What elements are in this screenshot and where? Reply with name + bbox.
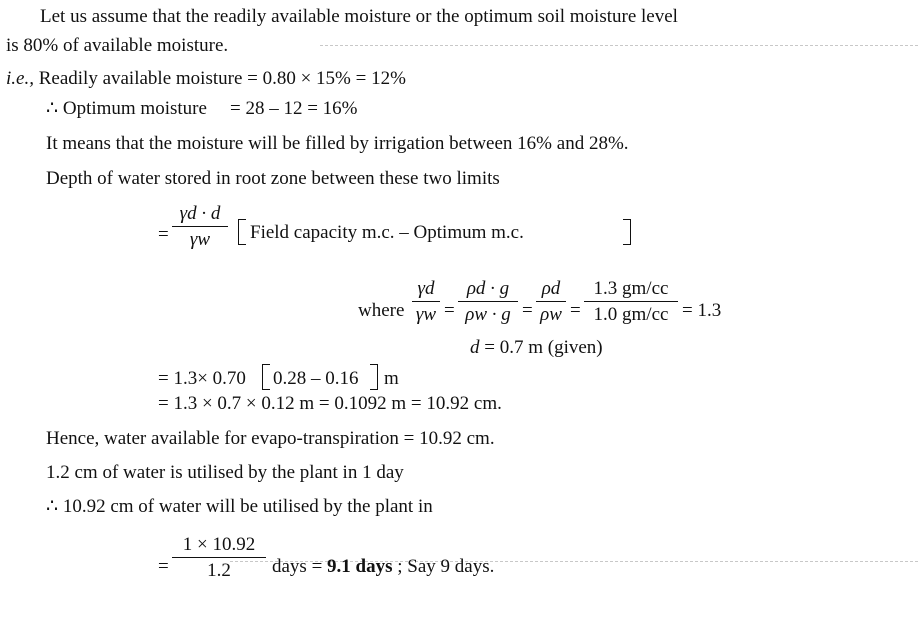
therefore-symbol: ∴	[46, 98, 59, 119]
fraction-bar	[172, 557, 266, 558]
fraction-denominator: γw	[189, 229, 211, 250]
fraction-denominator: 1.0 gm/cc	[593, 304, 669, 325]
fraction-gamma-d	[172, 204, 228, 250]
bracket-text: Field capacity m.c. – Optimum m.c.	[250, 222, 524, 243]
paragraph-line: ∴ 10.92 cm of water will be utilised by the plant in	[46, 496, 433, 517]
equals-sign: =	[522, 300, 533, 321]
calc2-line: = 1.3 × 0.7 × 0.12 m = 0.1092 m = 10.92 cm.	[158, 393, 502, 414]
fraction-final	[172, 535, 266, 581]
left-bracket	[238, 219, 246, 245]
optimum-line	[46, 98, 207, 120]
optimum-value: = 28 – 12 = 16%	[230, 98, 358, 119]
fraction-bar	[412, 301, 440, 302]
d-given-text: = 0.7 m (given)	[484, 337, 603, 358]
fraction-numerator: 1.3 gm/cc	[593, 278, 669, 299]
where-result: = 1.3	[682, 300, 722, 321]
fraction-numerator: γd	[417, 278, 435, 299]
d-given-line	[470, 337, 603, 359]
days-label: days =	[272, 556, 323, 577]
fraction-numerator: ρd	[541, 278, 561, 299]
calc1-inside: 0.28 – 0.16	[273, 368, 359, 389]
left-bracket	[262, 364, 270, 390]
optimum-label: Optimum moisture	[62, 98, 207, 119]
equals-sign: =	[570, 300, 581, 321]
paragraph-line: It means that the moisture will be filled by irrigation between 16% and 28%.	[46, 133, 629, 154]
paragraph-line: 1.2 cm of water is utilised by the plant in 1 day	[46, 462, 404, 483]
fraction-rho-g	[458, 279, 518, 325]
fraction-numerator: 1 × 10.92	[182, 534, 256, 555]
paragraph-line: Let us assume that the readily available moisture or the optimum soil moisture level	[40, 6, 678, 27]
ie-label: i.e.,	[6, 68, 34, 89]
scan-artifact-line	[320, 45, 918, 47]
fraction-bar	[584, 301, 678, 302]
fraction-bar	[536, 301, 566, 302]
fraction-numerator: γd · d	[179, 203, 221, 224]
paragraph-line: Depth of water stored in root zone between these two limits	[46, 168, 500, 189]
fraction-bar	[458, 301, 518, 302]
calc1-unit: m	[384, 368, 399, 389]
where-label: where	[358, 300, 405, 321]
fraction-denominator: ρw	[540, 304, 562, 325]
right-bracket	[623, 219, 631, 245]
say-text: ; Say 9 days.	[397, 556, 495, 577]
bold-answer: 9.1 days	[327, 556, 393, 577]
right-bracket	[370, 364, 378, 390]
fraction-density-values	[584, 279, 678, 325]
fraction-denominator: γw	[415, 304, 437, 325]
fraction-denominator: 1.2	[207, 560, 231, 581]
d-variable: d	[470, 337, 480, 358]
fraction-bar	[172, 226, 228, 227]
fraction-denominator: ρw · g	[465, 304, 511, 325]
equals-sign: =	[444, 300, 455, 321]
equals-sign: =	[158, 224, 169, 245]
fraction-rho	[536, 279, 566, 325]
paragraph-line: is 80% of available moisture.	[6, 35, 229, 56]
ie-line	[6, 68, 406, 90]
equals-sign: =	[158, 556, 169, 577]
fraction-gamma-ratio	[412, 279, 440, 325]
final-answer-line	[272, 556, 494, 578]
fraction-numerator: ρd · g	[466, 278, 510, 299]
calc1-left: = 1.3× 0.70	[158, 368, 246, 389]
ie-text: Readily available moisture = 0.80 × 15% = 12%	[38, 68, 406, 89]
paragraph-line: Hence, water available for evapo-transpiration = 10.92 cm.	[46, 428, 495, 449]
